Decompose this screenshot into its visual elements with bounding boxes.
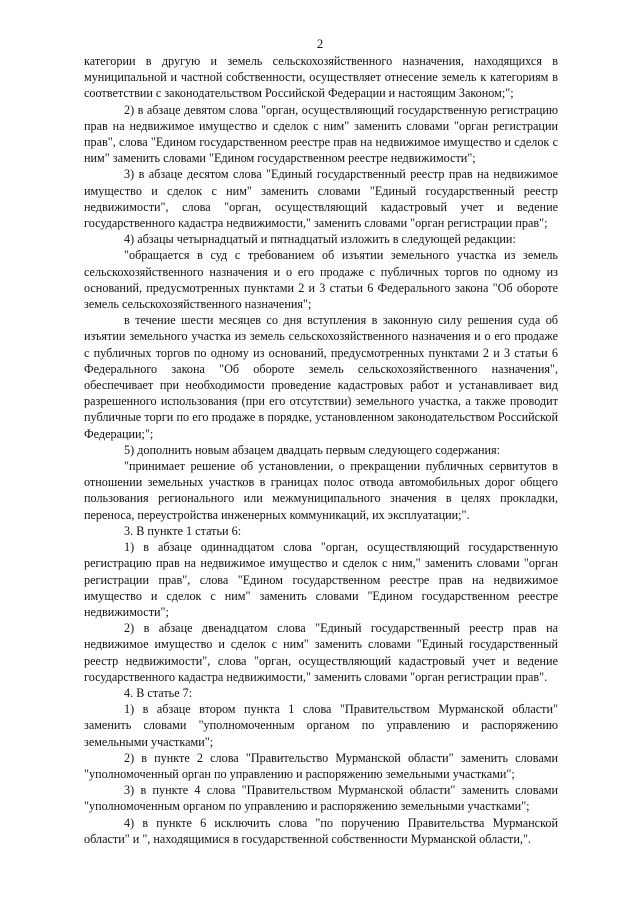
page-number: 2	[316, 36, 324, 51]
paragraph: 3) в пункте 4 слова "Правительством Мурманской области" заменить словами "уполномоченным органом по управлению и распоряжению земельными участками";	[84, 783, 558, 814]
paragraph: 2) в абзаце двенадцатом слова "Единый государственный реестр прав на недвижимое имущество и сделок с ним" заменить словами "Единый государственный реестр недвижимости", слова "орган, осуществляющий кадастровый учет и ведение государственного кадастра недвижимости," заменить словами "орган регистрации прав".	[84, 621, 558, 684]
paragraph: "принимает решение об установлении, о прекращении публичных сервитутов в отношении земельных участков в границах полос отвода автомобильных дорог общего пользования регионального или межмуниципального значения в целях прокладки, переноса, переустройства инженерных коммуникаций, их эксплуатации;".	[84, 459, 558, 522]
paragraph: 4. В статье 7:	[124, 685, 193, 700]
paragraph: 5) дополнить новым абзацем двадцать первым следующего содержания:	[124, 442, 501, 457]
paragraph: 4) абзацы четырнадцатый и пятнадцатый изложить в следующей редакции:	[124, 232, 516, 247]
document-body	[84, 53, 558, 847]
paragraph: 2) в абзаце девятом слова "орган, осуществляющий государственную регистрацию прав на недвижимое имущество и сделок с ним" заменить словами "орган регистрации прав", слова "Едином государственном реестре прав на недвижимое имущество и сделок с ним" заменить словами "Едином государственном реестре недвижимости";	[84, 102, 558, 166]
paragraph: 1) в абзаце одиннадцатом слова "орган, осуществляющий государственную регистрацию прав на недвижимое имущество и сделок с ним," заменить словами "орган регистрации прав", слова "Едином государственном реестре прав на недвижимое имущество и сделок с ним" заменить словами "Едином государственном реестре недвижимости";	[84, 540, 558, 619]
paragraph: в течение шести месяцев со дня вступления в законную силу решения суда об изъятии земельного участка из земель сельскохозяйственного назначения и о его продаже с публичных торгов по одному из оснований, предусмотренных пунктами 2 и 3 статьи 6 Федерального закона "Об обороте земель сельскохозяйственного назначения", обеспечивает при необходимости проведение кадастровых работ и устанавливает вид разрешенного использования (при его отсутствии) земельного участка, а также проводит публичные торги по его продаже в порядке, установленном законодательством Российской Федерации;";	[84, 313, 558, 441]
paragraph: "обращается в суд с требованием об изъятии земельного участка из земель сельскохозяйственного назначения и о его продаже с публичных торгов по одному из оснований, предусмотренных пунктами 2 и 3 статьи 6 Федерального закона "Об обороте земель сельскохозяйственного назначения";	[84, 248, 558, 312]
paragraph: 3) в абзаце десятом слова "Единый государственный реестр прав на недвижимое имущество и сделок с ним" заменить словами "Единый государственный реестр недвижимости", слова "орган, осуществляющий кадастровый учет и ведение государственного кадастра недвижимости," заменить словами "орган регистрации прав";	[84, 167, 558, 231]
paragraph: 3. В пункте 1 статьи 6:	[124, 523, 242, 538]
paragraph: 1) в абзаце втором пункта 1 слова "Правительством Мурманской области" заменить словами "уполномоченным органом по управлению и распоряжению земельными участками";	[84, 702, 558, 749]
paragraph: категории в другую и земель сельскохозяйственного назначения, находящихся в муниципальной и частной собственности, осуществляет отнесение земель к категориям в соответствии с законодательством Российской Федерации и настоящим Законом;";	[84, 54, 558, 101]
paragraph: 2) в пункте 2 слова "Правительство Мурманской области" заменить словами "уполномоченный орган по управлению и распоряжению земельными участками";	[84, 750, 558, 781]
paragraph: 4) в пункте 6 исключить слова "по поручению Правительства Мурманской области" и ", находящимися в государственной собственности Мурманской области,".	[84, 815, 558, 846]
